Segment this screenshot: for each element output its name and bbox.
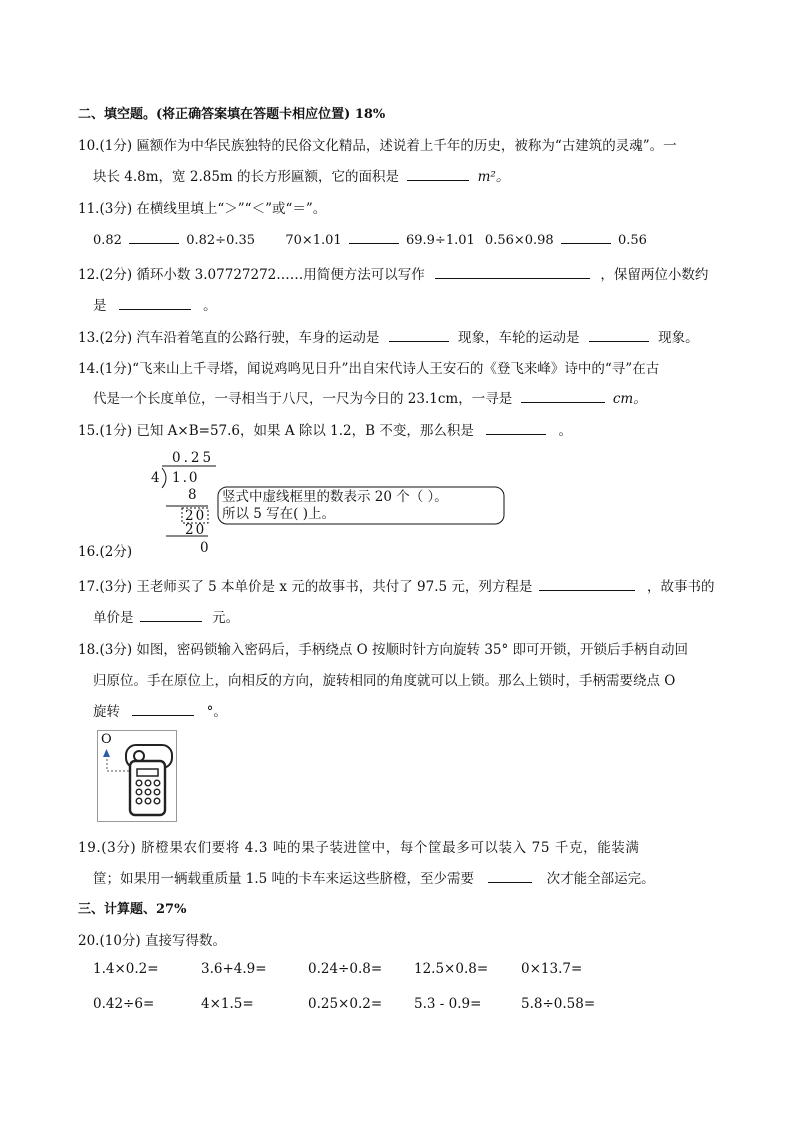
q19-answer-blank[interactable]	[488, 869, 532, 883]
q14-line1: 14.(1分)“飞来山上千寻塔，闻说鸡鸣见日升”出自宋代诗人王安石的《登飞来峰》诗中的“寻”在古	[78, 361, 660, 377]
calc-item: 3.6+4.9=	[201, 961, 267, 977]
q11-blank-1[interactable]	[129, 230, 179, 244]
q14-text: 代是一个长度单位，一寻相当于八尺，一尺为今日的 23.1cm，一寻是	[93, 391, 513, 407]
final-remainder: 0	[200, 540, 209, 556]
section-title-3: 三、计算题、27%	[78, 902, 187, 917]
q17-line1	[78, 575, 715, 595]
q13-text: 13.(2分) 汽车沿着笔直的公路行驶，车身的运动是	[78, 330, 380, 346]
q16-label: 16.(2分)	[78, 544, 133, 560]
calc-item: 1.4×0.2=	[93, 961, 159, 977]
q12-text-2: ，保留两位小数约	[600, 267, 709, 283]
q12-blank-2[interactable]	[119, 296, 191, 310]
q14-unit: cm。	[612, 391, 647, 407]
q13-blank-2[interactable]	[589, 328, 649, 342]
q11-blank-3[interactable]	[561, 230, 611, 244]
q17-text-4: 元。	[212, 610, 240, 626]
q12-text-4: 。	[203, 298, 217, 314]
q19-text-2: 次才能全部运完。	[546, 871, 655, 887]
q10-line1: 10.(1分) 匾额作为中华民族独特的民俗文化精品，述说着上千年的历史，被称为“古建筑的灵魂”。一	[78, 138, 677, 154]
q13-line	[78, 326, 699, 346]
callout-line-1: 竖式中虚线框里的数表示 20 个（ ）。	[222, 489, 448, 505]
q12-line2	[93, 294, 217, 314]
lock-diagram	[97, 730, 177, 822]
q12-line1	[78, 263, 708, 283]
q15-line	[78, 419, 572, 439]
divisor: 4	[151, 470, 160, 486]
q15-text: 15.(1分) 已知 A×B=57.6，如果 A 除以 1.2，B 不变，那么积是	[78, 423, 474, 439]
q13-blank-1[interactable]	[389, 328, 449, 342]
calc-item: 5.8÷0.58=	[521, 996, 596, 1012]
product-row-1: 8	[188, 487, 197, 503]
q18-text-2: °。	[206, 704, 227, 720]
q13-text-2: 现象，车轮的运动是	[457, 330, 580, 346]
q17-equation-blank[interactable]	[539, 577, 635, 591]
q11-blank-2[interactable]	[349, 230, 399, 244]
q11-item: 70×1.01	[285, 233, 342, 248]
calc-item: 0.25×0.2=	[308, 996, 383, 1012]
calc-item: 0.24÷0.8=	[308, 961, 383, 977]
calc-item: 4×1.5=	[201, 996, 254, 1012]
calc-item: 0.42÷6=	[93, 996, 155, 1012]
q14-answer-blank[interactable]	[521, 389, 605, 403]
q12-blank-1[interactable]	[435, 265, 590, 279]
q18-line1: 18.(3分) 如图，密码锁输入密码后，手柄绕点 O 按顺时针方向旋转 35° 即可开锁，开锁后手柄自动回	[78, 642, 689, 658]
q18-line2: 归原位。手在原位上，向相反的方向，旋转相同的角度就可以上锁。那么上锁时，手柄需要绕点 O	[93, 673, 676, 689]
q11-line1: 11.(3分) 在横线里填上“＞”“＜”或“＝”。	[78, 201, 327, 217]
point-o-label: O	[101, 732, 112, 747]
q12-text-3: 是	[93, 298, 107, 314]
q11-item: 0.82	[93, 233, 122, 248]
q10-unit: m²。	[477, 169, 510, 185]
q15-answer-blank[interactable]	[486, 421, 546, 435]
q12-text: 12.(2分) 循环小数 3.07727272……用简便方法可以写作	[78, 267, 425, 283]
quotient: 0.25	[172, 450, 215, 466]
callout-line-2: 所以 5 写在( )上。	[222, 506, 335, 522]
q18-answer-blank[interactable]	[132, 702, 194, 716]
q11-item: 0.56×0.98	[484, 233, 554, 248]
dividend: 1.0	[172, 470, 200, 486]
q11-item: 0.56	[618, 233, 647, 248]
long-division-figure	[148, 448, 518, 560]
q20-line1: 20.(10分) 直接写得数。	[78, 933, 226, 949]
q18-line3	[93, 700, 227, 720]
q17-line2	[93, 606, 239, 626]
q11-item: 0.82÷0.35	[186, 233, 256, 248]
q18-text: 旋转	[93, 704, 120, 720]
section-title: 二、填空题。(将正确答案填在答题卡相应位置) 18%	[78, 107, 386, 122]
lock-icon	[98, 731, 176, 821]
q14-line2	[93, 387, 647, 407]
q17-text-3: 单价是	[93, 610, 134, 626]
calc-item: 12.5×0.8=	[414, 961, 489, 977]
q10-answer-blank[interactable]	[407, 167, 469, 181]
calc-item: 5.3 - 0.9=	[414, 996, 482, 1012]
q17-text-2: ，故事书的	[647, 579, 715, 595]
q19-line1: 19.(3分) 脐橙果农们要将 4.3 吨的果子装进筐中，每个筐最多可以装入 75 千克，能装满	[78, 840, 640, 856]
q11-comparisons	[93, 230, 647, 248]
q13-text-3: 现象。	[658, 330, 699, 346]
q17-text: 17.(3分) 王老师买了 5 本单价是 x 元的故事书，共付了 97.5 元，列方程是	[78, 579, 533, 595]
q19-text: 筐；如果用一辆载重质量 1.5 吨的卡车来运这些脐橙，至少需要	[93, 871, 475, 887]
q10-text: 块长 4.8m，宽 2.85m 的长方形匾额，它的面积是	[93, 169, 400, 185]
q19-line2	[93, 867, 655, 887]
q15-text-2: 。	[558, 423, 572, 439]
product-row-2: 20	[185, 522, 207, 538]
q17-price-blank[interactable]	[140, 608, 202, 622]
calc-item: 0×13.7=	[521, 961, 583, 977]
q10-line2	[93, 165, 509, 185]
remainder-row-1: 20	[185, 508, 207, 524]
q11-item: 69.9÷1.01	[405, 233, 475, 248]
